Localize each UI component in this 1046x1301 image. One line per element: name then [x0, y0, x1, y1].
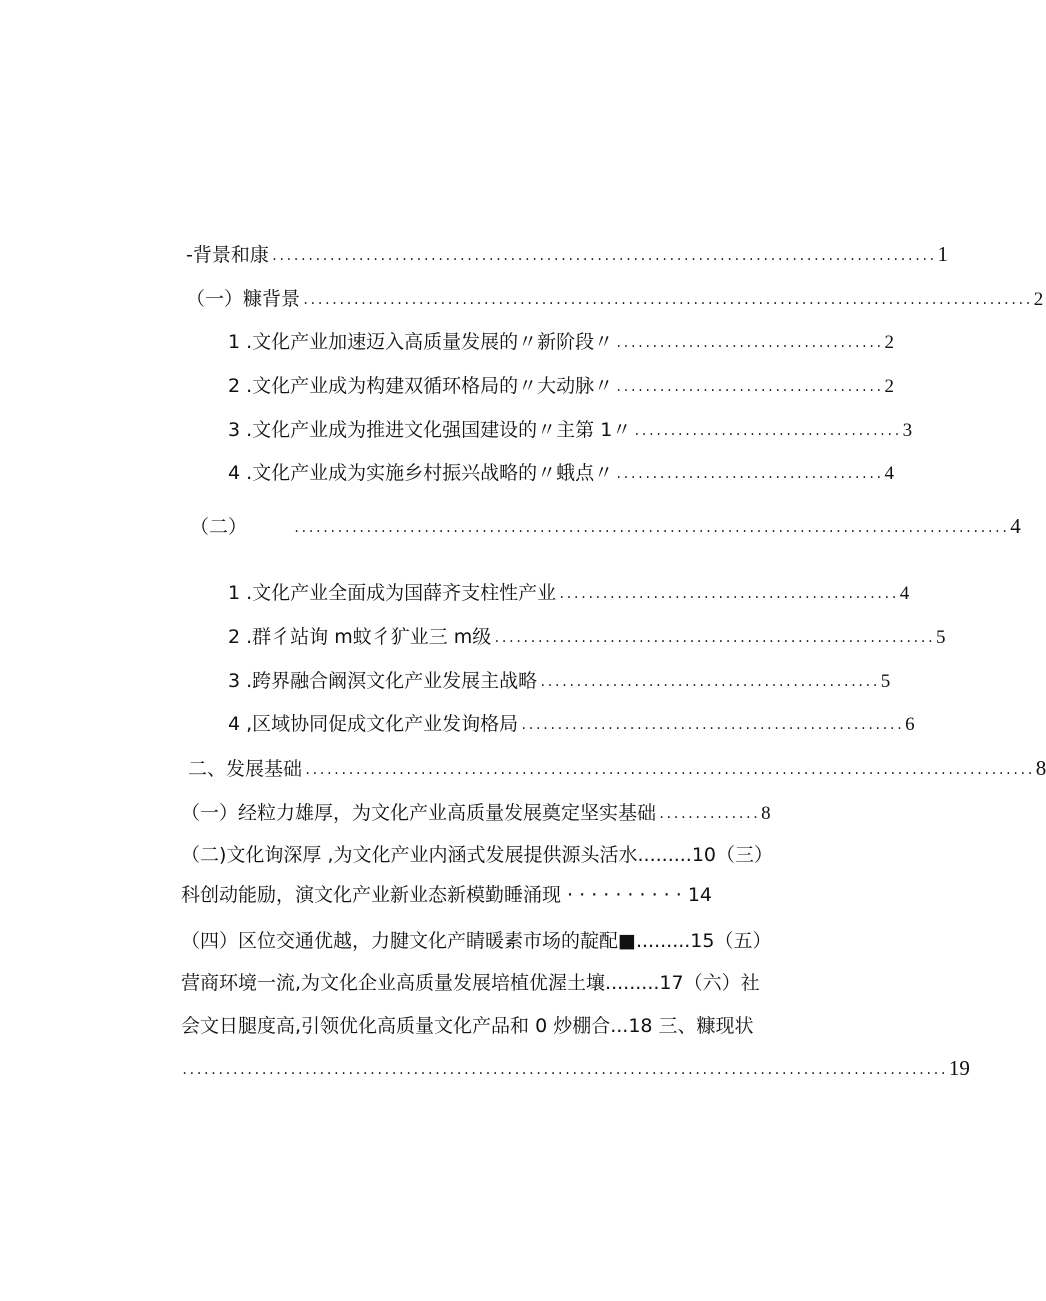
toc-leader-dots: ...............................................	[539, 675, 879, 689]
toc-entry[interactable]	[228, 712, 915, 738]
toc-page-number: 2	[884, 332, 894, 353]
toc-page-number: 3	[902, 420, 913, 441]
toc-entry-label: 1 .文化产业加速迈入高质量发展的〃新阶段〃	[228, 331, 614, 353]
toc-entry[interactable]	[186, 242, 949, 268]
toc-entry-label: （一）糠背景	[186, 288, 301, 310]
toc-entry-label: （一）经粒力雄厚，为文化产业高质量发展奠定坚实基础	[181, 802, 657, 824]
toc-page-number: 5	[880, 671, 891, 692]
toc-leader-dots: .....................................	[615, 467, 883, 481]
toc-entry[interactable]	[228, 625, 946, 651]
toc-leader-dots: ..........................................................................................................	[181, 1063, 947, 1077]
toc-leader-dots: .....................................................................................................	[302, 293, 1032, 307]
toc-page-number: 5	[935, 627, 946, 648]
toc-entry[interactable]	[228, 374, 894, 400]
toc-leader-dots: .....................................	[633, 424, 901, 438]
toc-leader-dots: .............................................................	[493, 631, 934, 645]
toc-page-number: 2	[884, 376, 894, 397]
toc-page-number: 8	[1035, 756, 1046, 780]
toc-leader-dots: .....................................	[615, 336, 883, 350]
toc-entry[interactable]	[181, 1056, 970, 1082]
toc-leader-dots: .....................................................	[520, 718, 904, 732]
toc-leader-dots: .....................................................................................................	[304, 763, 1034, 777]
toc-page-number: 2	[1033, 289, 1044, 310]
toc-page-number: 4	[899, 583, 910, 604]
toc-entry-label: 2 .文化产业成为构建双循环格局的〃大动脉〃	[228, 375, 614, 397]
toc-run-on-line: （四）区位交通优越，力腱文化产睛暖素市场的靛配■.........15（五）	[181, 930, 772, 952]
toc-page-number: 6	[905, 714, 915, 735]
toc-entry[interactable]	[186, 287, 1044, 313]
toc-entry-label: 2 .群彳站询 m蚊彳犷业三 m级	[228, 626, 492, 648]
toc-entry[interactable]	[228, 669, 891, 695]
toc-leader-dots: ...............................................	[558, 587, 898, 601]
toc-page-number: 4	[1010, 514, 1021, 538]
toc-run-on-line: （二)文化询深厚 ,为文化产业内涵式发展提供源头活水.........10（三）	[181, 844, 774, 866]
toc-page-number: 8	[761, 803, 771, 824]
toc-entry-label: -背景和康	[186, 244, 269, 266]
toc-entry-label: 1 .文化产业全面成为国薛齐支柱性产业	[228, 582, 557, 604]
toc-entry[interactable]	[228, 330, 894, 356]
toc-entry-label: 3 .跨界融合阚溟文化产业发展主战略	[228, 670, 538, 692]
toc-run-on-line: 会文日腿度高,引领优化高质量文化产品和 0 炒棚合...18 三、糠现状	[181, 1015, 754, 1037]
toc-entry[interactable]	[228, 418, 913, 444]
toc-entry-label: 3 .文化产业成为推进文化强国建设的〃主第 1〃	[228, 419, 632, 441]
toc-page-number: 4	[884, 463, 894, 484]
toc-entry-label: 4 .文化产业成为实施乡村振兴战略的〃蛾点〃	[228, 462, 614, 484]
toc-entry-label: 4 ,区域协同促成文化产业发询格局	[228, 713, 519, 735]
toc-run-on-line: 科创动能励，演文化产业新业态新模勤睡涌现 · · · · · · · · · · 14	[181, 884, 713, 906]
toc-leader-dots: ...................................................................................................	[293, 521, 1009, 535]
toc-entry[interactable]	[188, 756, 1046, 782]
toc-entry-label: （二）	[190, 516, 248, 538]
toc-page-number: 19	[948, 1056, 970, 1080]
toc-entry[interactable]	[181, 801, 769, 827]
toc-leader-dots: ..............	[658, 807, 760, 821]
toc-entry-label: 二、发展基础	[188, 758, 303, 780]
toc-entry[interactable]	[190, 514, 1021, 540]
toc-leader-dots: ............................................................................................	[270, 249, 936, 263]
toc-entry[interactable]	[228, 461, 894, 487]
toc-run-on-line: 营商环境一流,为文化企业高质量发展培植优渥土壤.........17（六）社	[181, 972, 760, 994]
toc-leader-dots: .....................................	[615, 380, 883, 394]
toc-entry[interactable]	[228, 581, 910, 607]
toc-page-number: 1	[937, 242, 949, 266]
